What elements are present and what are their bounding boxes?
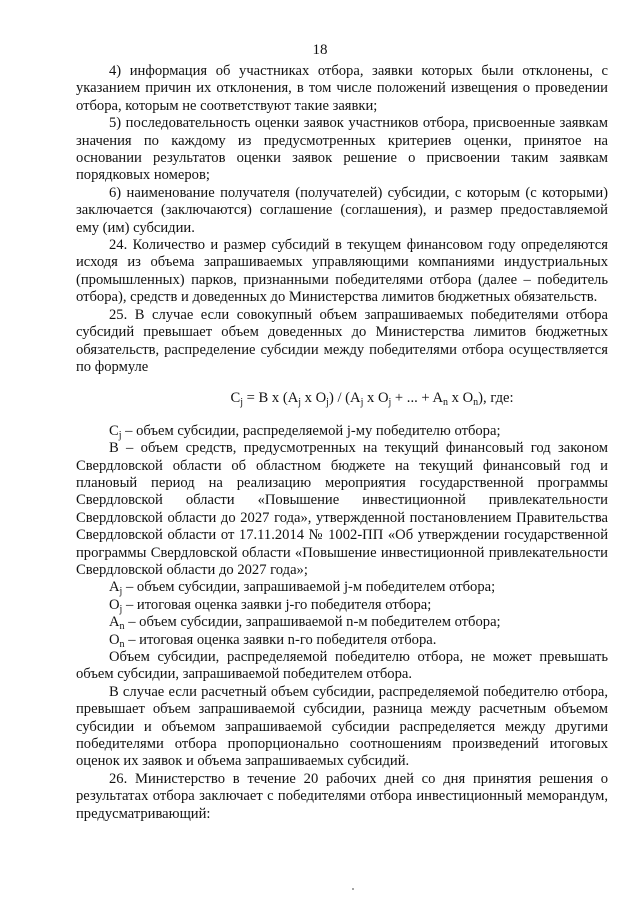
definition-aj: $A_j$ – объем субсидии, запрашиваемой j-м победителем отбора; [109,579,496,598]
paragraph-redistribution: В случае если расчетный объем субсидии, распределяемой победителю отбора, превышает объем запрашиваемой субсидии, разница между расчетным объемом субсидии и объемом запрашиваемой субсидии распределяется между другими победителями отбора пропорционально соотношениям произведений итоговых оценок их заявок и объема запрашиваемых субсидий. [76,683,608,770]
definition-b: B – объем средств, предусмотренных на текущий финансовый год законом Свердловской области об областном бюджете на текущий финансовый год и плановый период на реализацию мероприятия государственной программы Свердловской области «Повышение инвестиционной привлекательности Свердловской области до 2027 года», утвержденной постановлением Правительства Свердловской области от 17.11.2014 № 1002-ПП «Об утверждении государственной программы Свердловской области «Повышение инвестиционной привлекательности Свердловской области до 2027 года»; [76,440,608,578]
definition-oj: $O_j$ – итоговая оценка заявки j-го победителя отбора; [109,596,432,615]
paragraph-26: 26. Министерство в течение 20 рабочих дней со дня принятия решения о результатах отбора заключает с победителями отбора инвестиционный меморандум, предусматривающий: [76,770,608,822]
paragraph-item-5: 5) последовательность оценки заявок участников отбора, присвоенные заявкам значения по каждому из предусмотренных критериев оценки, принятое на основании результатов оценки заявок решение о присвоении таким заявкам порядковых номеров; [76,115,608,184]
distribution-formula: $C_j = B$ x ($A_j$ x $O_j) / (A_j$ x $O_j$ + ... + $A_n$ x $O_n$), где: [230,390,514,409]
paragraph-25: 25. В случае если совокупный объем запрашиваемых победителями отбора субсидий превышает объем доведенных до Министерства лимитов бюджетных обязательств, распределение субсидии между победителями отбора осуществляется по формуле [76,306,608,375]
page-content [76,63,608,823]
definition-cj: $C_j$ – объем субсидии, распределяемой j-му победителю отбора; [109,422,501,441]
definition-an: $A_n$ – объем субсидии, запрашиваемой n-м победителем отбора; [109,614,501,633]
paragraph-limit: Объем субсидии, распределяемой победителю отбора, не может превышать объем субсидии, запрашиваемой победителем отбора. [76,649,608,683]
definition-on: $O_n$ – итоговая оценка заявки n-го победителя отбора. [109,631,437,650]
paragraph-24: 24. Количество и размер субсидий в текущем финансовом году определяются исходя из объема запрашиваемых управляющими компаниями индустриальных (промышленных) парков, признанными победителями отбора (далее – победитель отбора), средств и доведенных до Министерства лимитов бюджетных обязательств. [76,237,608,306]
paragraph-item-6: 6) наименование получателя (получателей) субсидии, с которым (с которыми) заключается (заключаются) соглашение (соглашения), и размер предоставляемой ему (им) субсидии. [76,184,608,236]
scan-speck [352,888,354,890]
page-number: 18 [312,42,328,58]
paragraph-item-4: 4) информация об участниках отбора, заявки которых были отклонены, с указанием причин их отклонения, в том числе положений извещения о проведении отбора, которым не соответствуют такие заявки; [76,63,608,114]
